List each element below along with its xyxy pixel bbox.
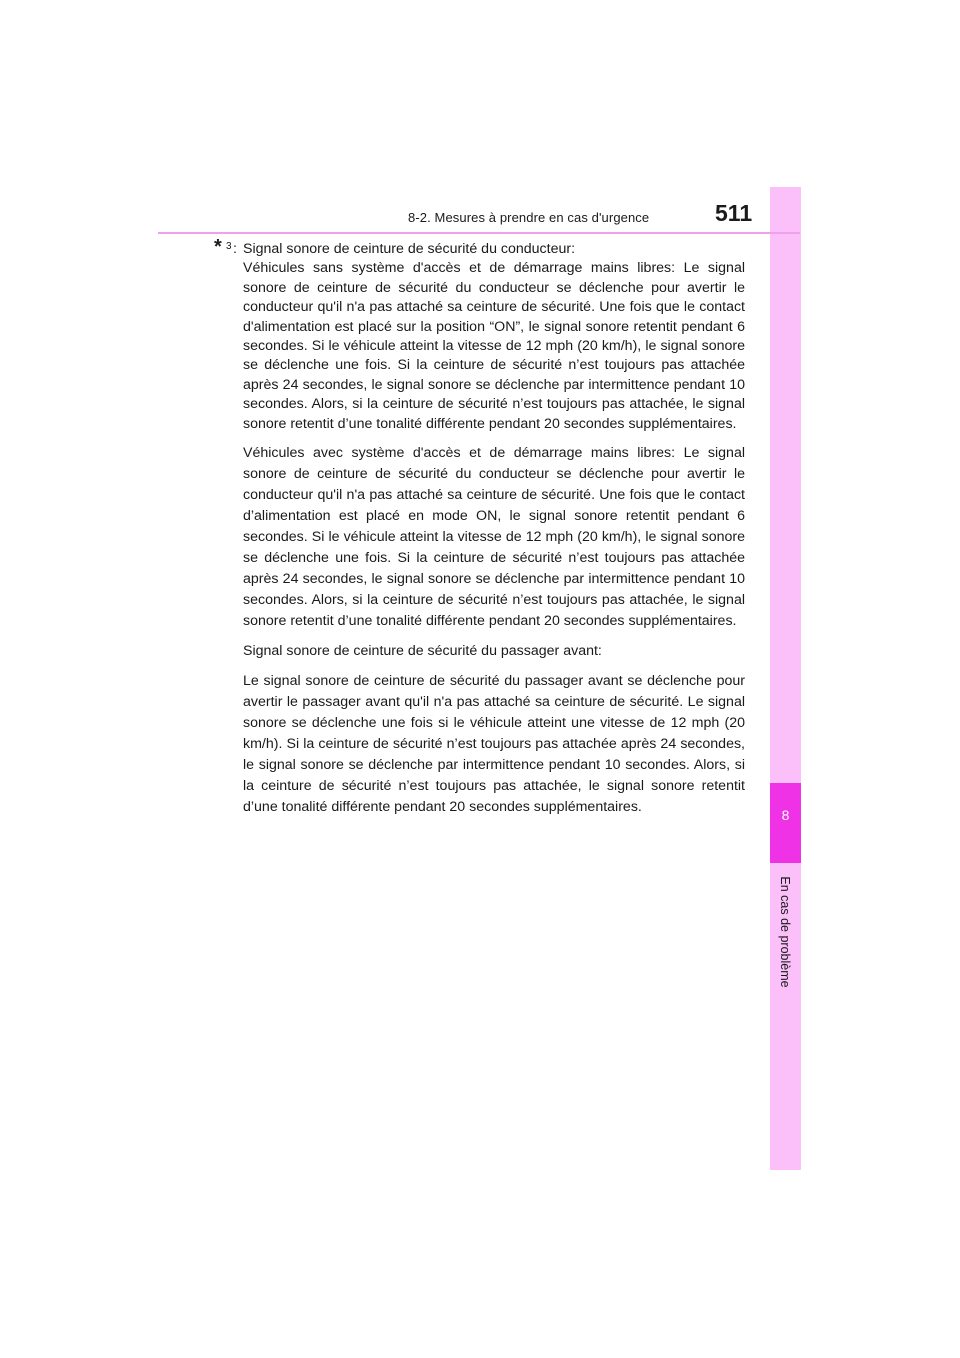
chapter-label: En cas de problème bbox=[778, 876, 792, 988]
chapter-number: 8 bbox=[781, 807, 790, 823]
paragraph-front-passenger: Le signal sonore de ceinture de sécurité du passager avant se déclenche pour avertir le passager avant qu'il n'a pas attaché sa ceinture de sécurité. Le signal sonore se déclenche une fois si le véhicule atteint une vitesse de 12 mph (20 km/h). Si la ceinture de sécurité n’est toujours pas attachée après 24 secondes, le signal sonore se déclenche par intermittence pendant 10 secondes. Alors, si la ceinture de sécurité n’est toujours pas attachée, le signal sonore retentit d’une tonalité différente pendant 20 secondes supplémentaires. bbox=[243, 673, 745, 816]
chapter-number-box bbox=[770, 783, 801, 863]
footnote-colon: : bbox=[233, 241, 237, 257]
passenger-heading: Signal sonore de ceinture de sécurité du passager avant: bbox=[243, 643, 602, 660]
footnote-title: Signal sonore de ceinture de sécurité du conducteur: bbox=[243, 241, 576, 257]
paragraph-without-smart-key: Véhicules sans système d'accès et de démarrage mains libres: Le signal sonore de ceinture de sécurité du conducteur se déclenche pour avertir le conducteur qu'il n'a pas attaché sa ceinture de sécurité. Une fois que le contact d'alimentation est placé sur la position “ON”, le signal sonore retentit pendant 6 secondes. Si le véhicule atteint la vitesse de 12 mph (20 km/h), le signal sonore se déclenche une fois. Si la ceinture de sécurité n’est toujours pas attachée après 24 secondes, le signal sonore se déclenche par intermittence pendant 10 secondes. Alors, si la ceinture de sécurité n’est toujours pas attachée, le signal sonore retentit d’une tonalité différente pendant 20 secondes supplémentaires. bbox=[243, 260, 745, 432]
footnote-number: 3 bbox=[226, 241, 232, 252]
page-number: 511 bbox=[715, 200, 753, 226]
section-title: 8-2. Mesures à prendre en cas d'urgence bbox=[408, 210, 650, 225]
header-rule bbox=[158, 232, 800, 234]
footnote-marker bbox=[214, 236, 243, 259]
footnote-asterisk: * bbox=[214, 236, 222, 258]
chapter-side-tab bbox=[770, 187, 801, 1170]
page-body bbox=[214, 236, 745, 818]
paragraph-with-smart-key: Véhicules avec système d'accès et de démarrage mains libres: Le signal sonore de ceinture de sécurité du conducteur se déclenche pour avertir le conducteur qu'il n'a pas attaché sa ceinture de sécurité. Une fois que le contact d’alimentation est placé en mode ON, le signal sonore retentit pendant 6 secondes. Si le véhicule atteint la vitesse de 12 mph (20 km/h), le signal sonore se déclenche une fois. Si la ceinture de sécurité n’est toujours pas attachée après 24 secondes, le signal sonore se déclenche par intermittence pendant 10 secondes. Alors, si la ceinture de sécurité n’est toujours pas attachée, le signal sonore retentit d’une tonalité différente pendant 20 secondes supplémentaires. bbox=[243, 445, 745, 630]
footnote-heading bbox=[214, 236, 745, 259]
